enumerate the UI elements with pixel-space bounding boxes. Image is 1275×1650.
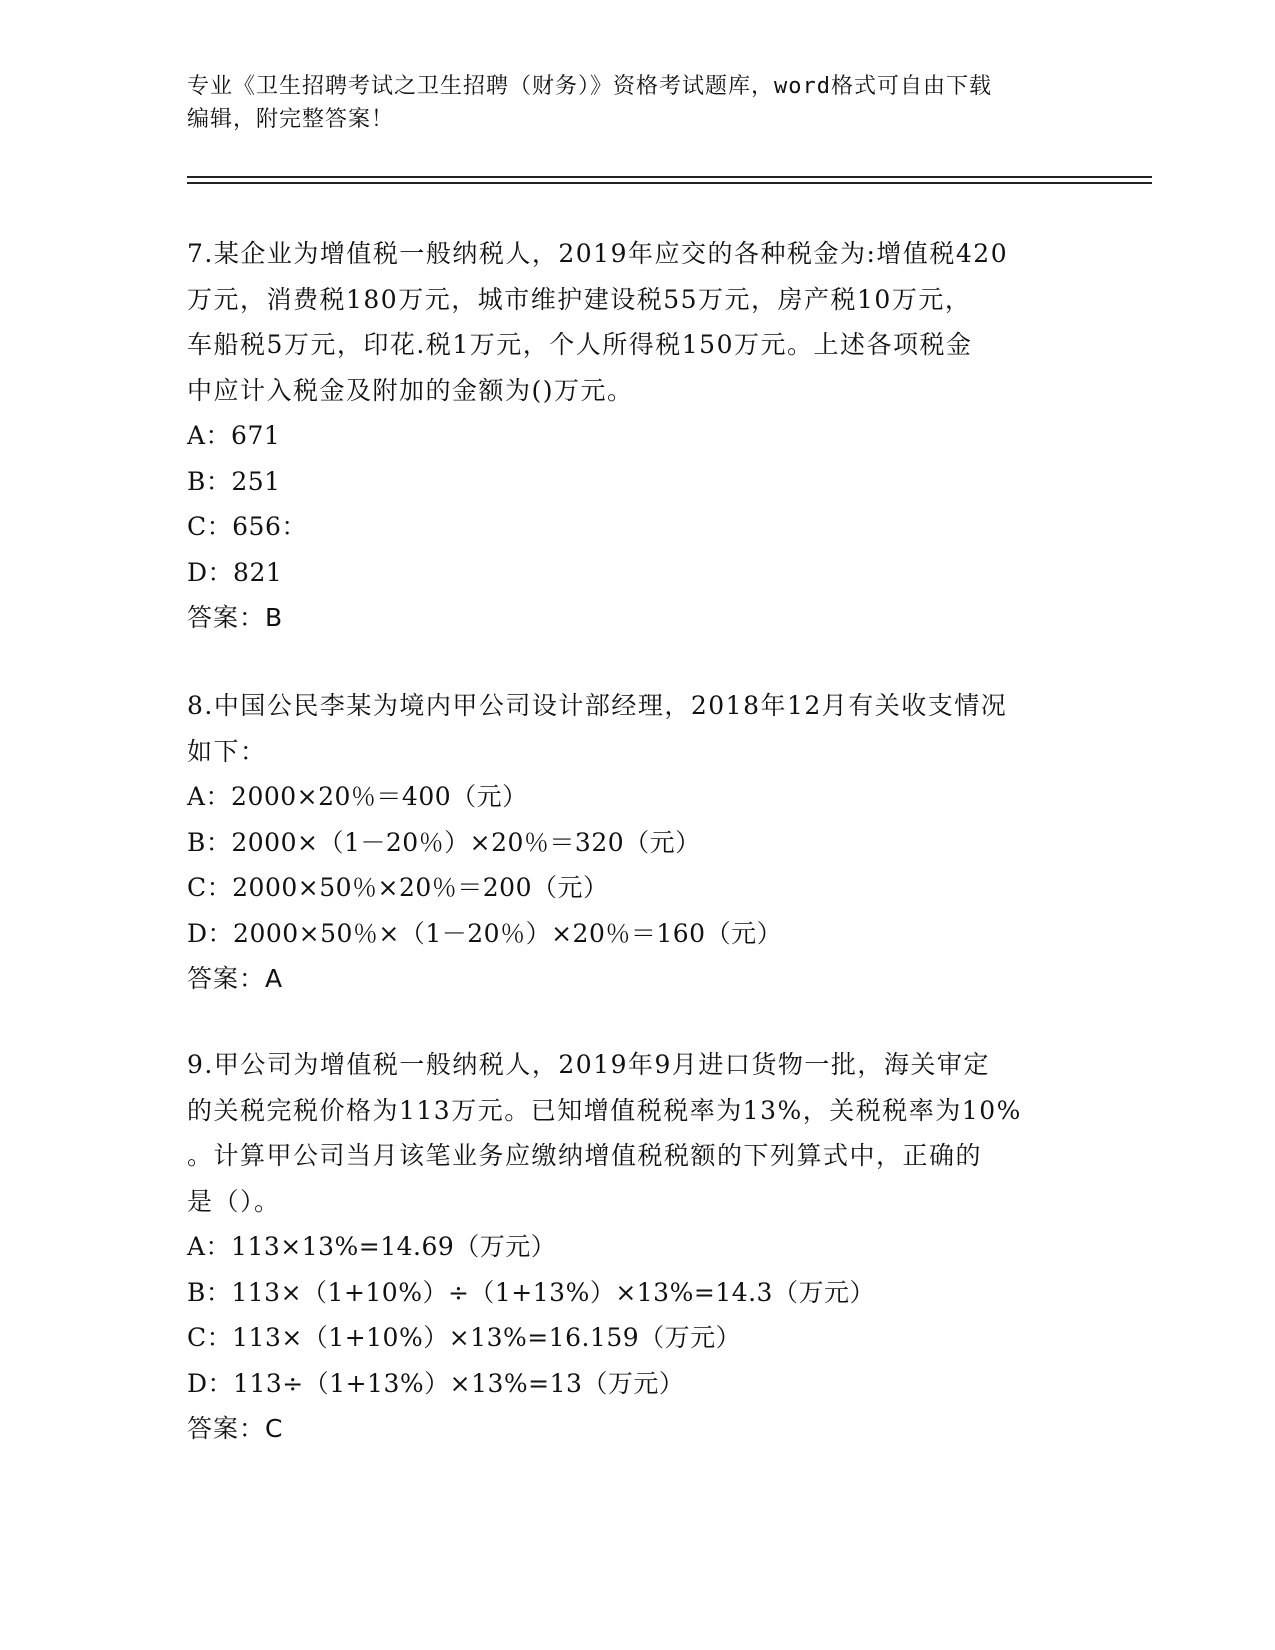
option-c: C：656： [187,512,307,541]
document-header [187,70,1087,136]
header-line-2: 编辑，附完整答案！ [187,107,395,132]
question-stem-line: 是（）。 [187,1186,281,1216]
option-b: B：2000×（1－20％）×20％＝320（元） [187,827,701,857]
answer: 答案：A [187,964,284,993]
question-8 [187,683,1087,1002]
option-a: A：2000×20％＝400（元） [187,782,528,811]
answer: 答案：C [187,1414,284,1443]
question-stem-line: 车船税5万元，印花.税1万元，个人所得税150万元。上述各项税金 [187,330,973,359]
question-stem-line: 的关税完税价格为113万元。已知增值税税率为13%，关税税率为10% [187,1095,1022,1125]
answer: 答案：B [187,603,284,632]
option-b: B：251 [187,466,281,496]
header-divider-bottom [187,182,1152,184]
option-c: C：113×（1+10%）×13%=16.159（万元） [187,1323,742,1352]
option-d: D：821 [187,557,283,587]
question-stem-line: 。计算甲公司当月该笔业务应缴纳增值税税额的下列算式中，正确的 [187,1141,983,1170]
header-divider-top [187,176,1152,178]
question-stem-line: 9.甲公司为增值税一般纳税人，2019年9月进口货物一批，海关审定 [187,1050,990,1079]
option-a: A：113×13%=14.69（万元） [187,1232,557,1261]
question-stem-line: 7.某企业为增值税一般纳税人，2019年应交的各种税金为:增值税420 [187,239,1009,268]
question-stem-line: 8.中国公民李某为境内甲公司设计部经理，2018年12月有关收支情况 [187,691,1008,720]
question-stem-line: 万元，消费税180万元，城市维护建设税55万元，房产税10万元， [187,284,972,314]
question-7 [187,231,1087,641]
option-c: C：2000×50％×20％＝200（元） [187,873,609,902]
option-b: B：113×（1+10%）÷（1+13%）×13%=14.3（万元） [187,1277,875,1307]
question-stem-line: 如下： [187,736,267,766]
option-a: A：671 [187,421,281,450]
question-9 [187,1042,1087,1452]
option-d: D：2000×50％×（1－20％）×20％＝160（元） [187,918,783,948]
option-d: D：113÷（1+13%）×13%=13（万元） [187,1368,685,1398]
header-line-1: 专业《卫生招聘考试之卫生招聘（财务）》资格考试题库，word格式可自由下载 [187,74,992,99]
question-stem-line: 中应计入税金及附加的金额为()万元。 [187,375,634,405]
